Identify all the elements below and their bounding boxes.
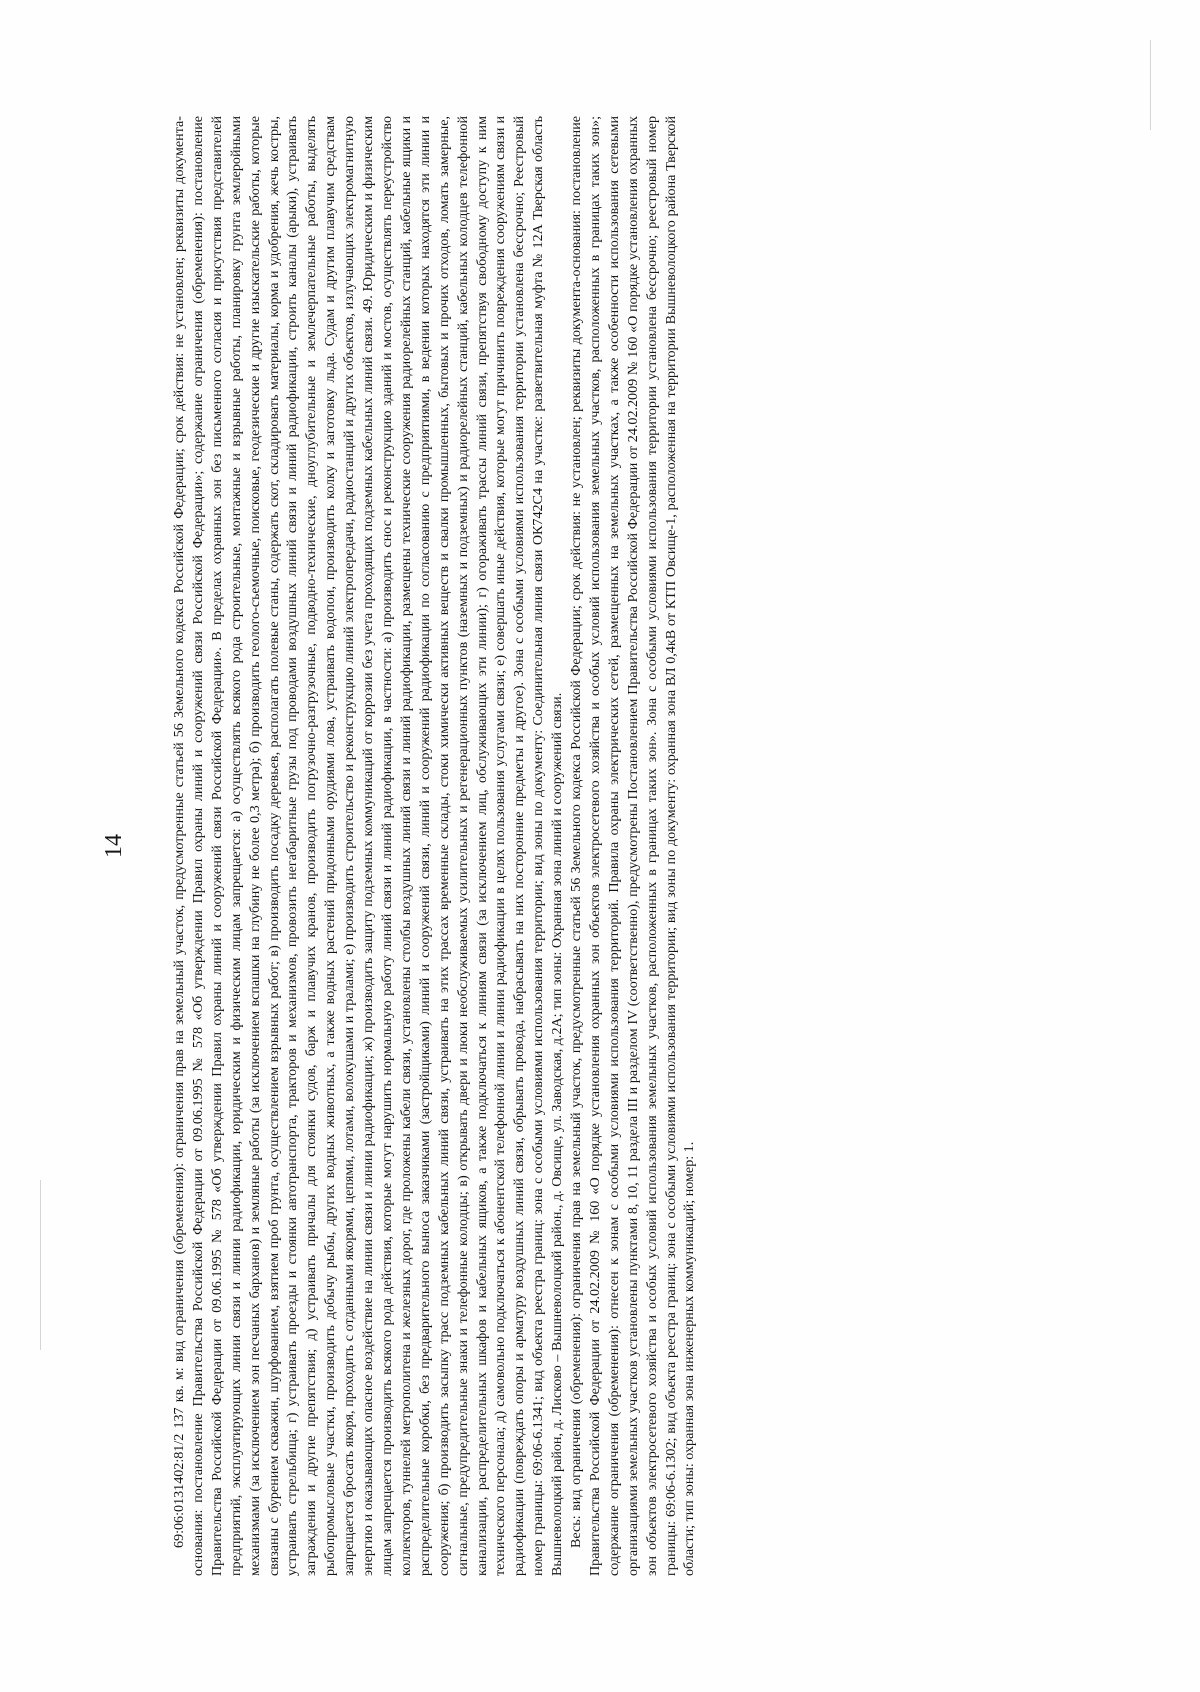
scan-edge-mark — [40, 1180, 41, 1350]
document-body — [170, 116, 699, 1576]
paragraph-communication-lines-restriction: 69:06:0131402:81/2 137 кв. м: вид ограничения (обременения): ограничения прав на земельный участок, предусмотренные статьей 56 Земельного кодекса Российской Федерации; срок действия: не установлен; реквизиты документа-основания: постановление Правительства Российской Федерации от 09.06.1995 № 578 «Об утверждении Правил охраны линий и сооружений связи Российской Федерации»; содержание ограничения (обременения): постановление Правительства Российской Федерации от 09.06.1995 № 578 «Об утверждении Правил охраны линий и сооружений связи Российской Федерации». В пределах охранных зон без письменного согласия и присутствия представителей предприятий, эксплуатирующих линии связи и линии радиофикации, юридическим и физическим лицам запрещается: а) осуществлять всякого рода строительные, монтажные и взрывные работы, планировку грунта землеройными механизмами (за исключением зон песчаных барханов) и земляные работы (за исключением вспашки на глубину не более 0,3 метра); б) производить геолого-съемочные, поисковые, геодезические и другие изыскательские работы, которые связаны с бурением скважин, шурфованием, взятием проб грунта, осуществлением взрывных работ; в) производить посадку деревьев, располагать полевые станы, содержать скот, складировать материалы, корма и удобрения, жечь костры, устраивать стрельбища; г) устраивать проезды и стоянки автотранспорта, тракторов и механизмов, провозить негабаритные грузы под проводами воздушных линий связи и линий радиофикации, строить каналы (арыки), устраивать заграждения и другие препятствия; д) устраивать причалы для стоянки судов, барж и плавучих кранов, производить погрузочно-разгрузочные, подводно-технические, дноуглубительные и землечерпательные работы, выделять рыбопромысловые участки, производить добычу рыбы, других водных животных, а также водных растений придонными орудиями лова, устраивать водопои, производить колку и заготовку льда. Судам и другим плавучим средствам запрещается бросать якоря, проходить с отданными якорями, цепями, лотами, волокушами и тралами; е) производить строительство и реконструкцию линий электропередачи, радиостанций и других объектов, излучающих электромагнитную энергию и оказывающих опасное воздействие на линии связи и линии радиофикации; ж) производить защиту подземных коммуникаций от коррозии без учета проходящих подземных кабельных линий связи. 49. Юридическим и физическим лицам запрещается производить всякого рода действия, которые могут нарушить нормальную работу линий связи и линий радиофикации, в частности: а) производить снос и реконструкцию зданий и мостов, осуществлять переустройство коллекторов, туннелей метрополитена и железных дорог, где проложены кабели связи, установлены столбы воздушных линий связи и линий радиофикации, размещены технические сооружения радиорелейных станций, кабельные ящики и распределительные коробки, без предварительного выноса заказчиками (застройщиками) линий и сооружений связи, линий и сооружений радиофикации по согласованию с предприятиями, в ведении которых находятся эти линии и сооружения; б) производить засыпку трасс подземных кабельных линий связи, устраивать на этих трассах временные склады, стоки химически активных веществ и свалки промышленных, бытовых и прочих отходов, ломать замерные, сигнальные, предупредительные знаки и телефонные колодцы; в) открывать двери и люки необслуживаемых усилительных и регенерационных пунктов (наземных и подземных) и радиорелейных станций, кабельных колодцев телефонной канализации, распределительных шкафов и кабельных ящиков, а также подключаться к линиям связи (за исключением лиц, обслуживающих эти линии); г) огораживать трассы линий связи, препятствуя свободному доступу к ним технического персонала; д) самовольно подключаться к абонентской телефонной линии и линии радиофикации в целях пользования услугами связи; е) совершать иные действия, которые могут причинить повреждения сооружениям связи и радиофикации (повреждать опоры и арматуру воздушных линий связи, обрывать провода, набрасывать на них посторонние предметы и другое). Зона с особыми условиями использования территории установлена бессрочно; Реестровый номер границы: 69:06-6.1341; вид объекта реестра границ: зона с особыми условиями использования территории; вид зоны по документу: Соединительная линия связи ОК742С4 на участке: разветвительная муфта № 12А Тверская область Вышневолоцкий район, д. Лисково – Вышневолоцкий район., д. Овсище, ул. Заводская, д.2А; тип зоны: Охранная зона линий и сооружений связи. — [171, 116, 566, 1576]
page-number: 14 — [101, 834, 127, 858]
scan-edge-mark — [1150, 40, 1151, 130]
paragraph-power-grid-restriction: Весь: вид ограничения (обременения): ограничения прав на земельный участок, предусмотренные статьей 56 Земельного кодекса Российской Федерации; срок действия: не установлен; реквизиты документа-основания: постановление Правительства Российской Федерации от 24.02.2009 № 160 «О порядке установления охранных зон объектов электросетевого хозяйства и особых условий использования земельных участков, расположенных в границах таких зон»; содержание ограничения (обременения): отнесен к зонам с особыми условиями использования территорий. Правила охраны электрических сетей, размещенных на земельных участках, а также особенности использования сетевыми организациями земельных участков установлены пунктами 8, 10, 11 раздела III и разделом IV (соответственно), предусмотрены Постановлением Правительства Российской Федерации от 24.02.2009 № 160 «О порядке установления охранных зон объектов электросетевого хозяйства и особых условий использования земельных участков, расположенных в границах таких зон». Зона с особыми условиями использования территории установлена бессрочно; реестровый номер границы: 69:06-6.1302; вид объекта реестра границ: зона с особыми условиями использования территории; вид зоны по документу: охранная зона ВЛ 0,4кВ от КТП Овсище-1, расположенная на территории Вышневолоцкого района Тверской области; тип зоны: охранная зона инженерных коммуникаций; номер: 1. — [568, 116, 698, 1576]
rotated-document-content — [100, 76, 1100, 1616]
